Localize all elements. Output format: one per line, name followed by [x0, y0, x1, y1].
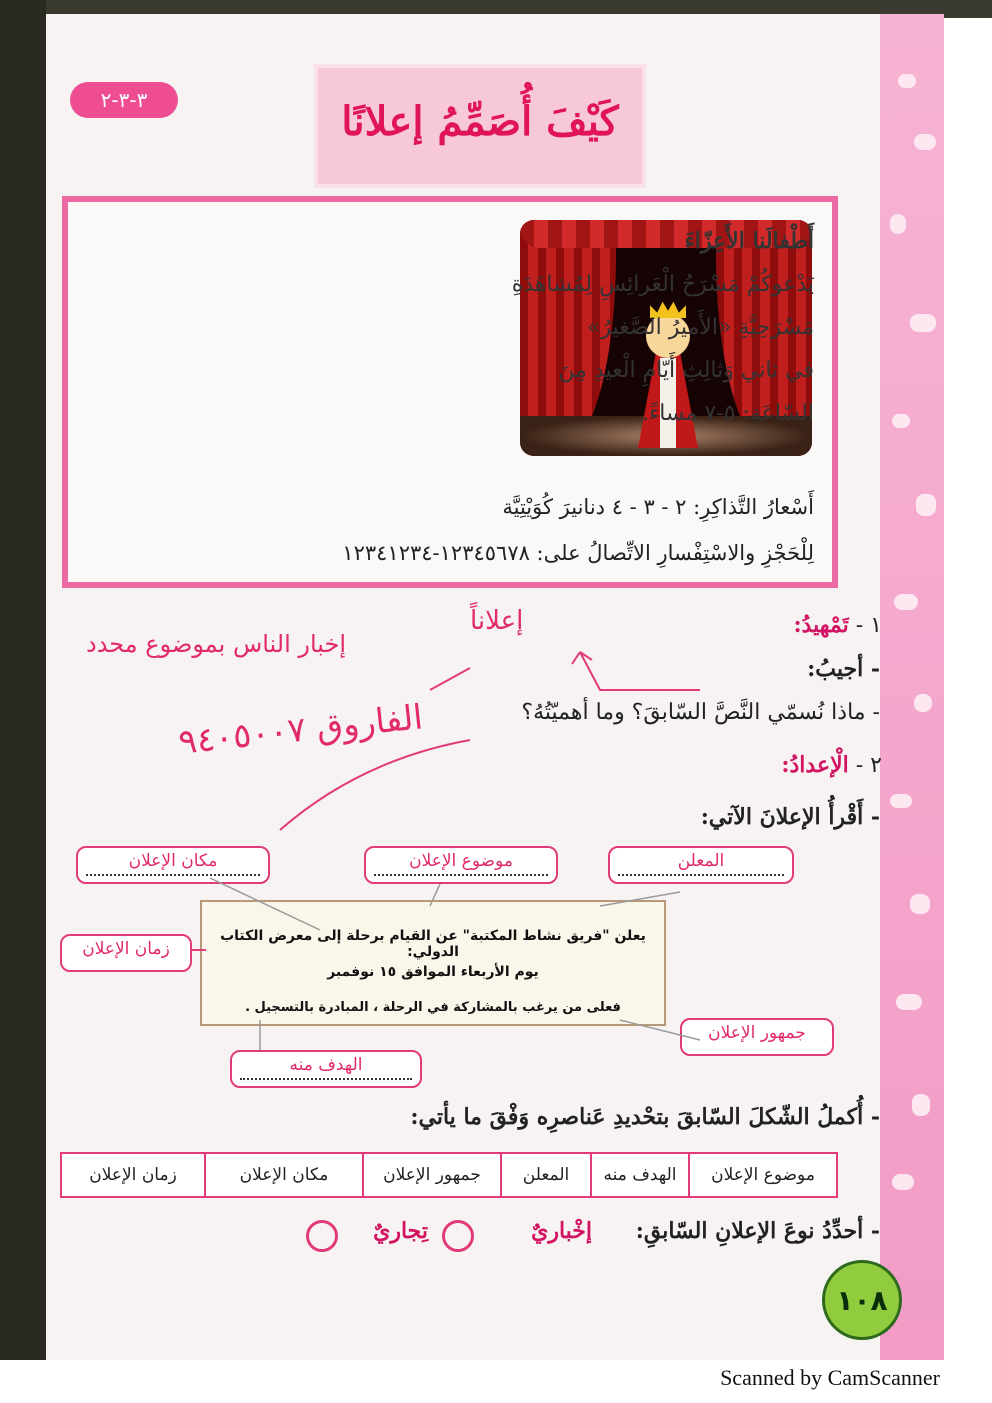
option-commercial-circle[interactable]	[306, 1220, 338, 1252]
poster-line: السّاعَةِ: ٥-٧ مساءً.	[641, 401, 814, 426]
page-side-band	[880, 14, 944, 1360]
booking-contact: لِلْحَجْزِ والاسْتِفْسارِ الاتِّصالُ على: ١٢٣٤٥٦٧٨-١٢٣٤١٢٣٤	[342, 541, 814, 565]
scanner-watermark: Scanned by CamScanner	[720, 1365, 940, 1390]
option-informative-circle[interactable]	[442, 1220, 474, 1252]
poster-line: أَطْفالَنا الأَعِزّاءَ	[684, 228, 814, 254]
lesson-code-badge: ٣-٣-٢	[70, 82, 178, 118]
question-text: - ماذا نُسمّي النَّصَّ السّابقَ؟ وما أهميّتُهُ؟	[521, 700, 880, 725]
read-ad-label: - أَقْرأُ الإعلانَ الآتي:	[700, 804, 880, 830]
table-cell[interactable]: المعلن	[500, 1154, 590, 1196]
poster-line: يَدْعوكُمْ مَسْرَحُ الْعَرائِسِ لِمُشاهَدَةِ	[511, 272, 814, 297]
poster-invitation	[404, 220, 814, 435]
sample-ad-box	[200, 900, 666, 1026]
scan-edge-left	[0, 0, 46, 1360]
poster-details	[74, 484, 814, 576]
page-title: كَيْفَ أُصَمِّمُ إعلانًا	[341, 98, 619, 145]
field-topic[interactable]: موضوع الإعلان	[364, 846, 558, 884]
ad-line-1: يعلن "فريق نشاط المكتبة" عن القيام برحلة إلى معرض الكتاب الدولي:	[220, 928, 646, 960]
title-banner	[318, 68, 642, 184]
section-1-heading: ١ - تَمْهيدُ:	[793, 612, 882, 638]
section-2-title: الْإعدادُ:	[781, 752, 849, 778]
ad-line-3: فعلى من يرغب بالمشاركة في الرحلة ، المبادرة بالتسجيل .	[245, 1000, 621, 1015]
field-place[interactable]: مكان الإعلان	[76, 846, 270, 884]
poster-line: مَسْرَحِيَّةِ «الأَميرُ الصَّغيرُ»	[587, 315, 814, 340]
handwritten-answer-2: إخبار الناس بموضوع محدد	[86, 630, 347, 658]
table-cell[interactable]: الهدف منه	[590, 1154, 688, 1196]
option-informative[interactable]: إخْباريٌ	[531, 1218, 592, 1244]
section-2-heading: ٢ - الْإعدادُ:	[781, 752, 882, 778]
section-1-title: تَمْهيدُ:	[793, 612, 849, 638]
field-purpose[interactable]: الهدف منه	[230, 1050, 422, 1088]
type-question-label: - أحدِّدُ نوعَ الإعلانِ السّابقِ:	[635, 1218, 880, 1244]
ad-line-2: يوم الأربعاء الموافق ١٥ نوفمبر	[327, 964, 539, 980]
field-time[interactable]: زمان الإعلان	[60, 934, 192, 972]
elements-table	[60, 1152, 838, 1198]
field-advertiser[interactable]: المعلن	[608, 846, 794, 884]
handwritten-answer-1: إعلاناً	[470, 606, 524, 636]
table-cell[interactable]: جمهور الإعلان	[362, 1154, 500, 1196]
ticket-prices: أَسْعارُ التَّذاكِرِ: ٢ - ٣ - ٤ دنانيرَ كُوَيْتِيَّة	[502, 495, 814, 519]
field-audience[interactable]: جمهور الإعلان	[680, 1018, 834, 1056]
table-cell[interactable]: موضوع الإعلان	[688, 1154, 836, 1196]
theater-poster	[62, 196, 838, 588]
handwritten-scribble: الفاروق ٩٤٠٥٠٠٧	[176, 697, 425, 763]
table-cell[interactable]: زمان الإعلان	[89, 1165, 177, 1185]
page-number-badge: ١٠٨	[822, 1260, 902, 1340]
poster-line: في ثاني وَثالِثِ أَيّامِ الْعيدِ مِنَ	[558, 358, 814, 383]
option-commercial[interactable]: تِجاريٌ	[373, 1218, 428, 1244]
complete-label: - أُكملُ الشّكلَ السّابقَ بتحْديدِ عَناصرِه وَفْقَ ما يأتي:	[410, 1104, 880, 1130]
table-cell[interactable]: مكان الإعلان	[204, 1154, 362, 1196]
answer-label: - أجيبُ:	[807, 656, 880, 682]
